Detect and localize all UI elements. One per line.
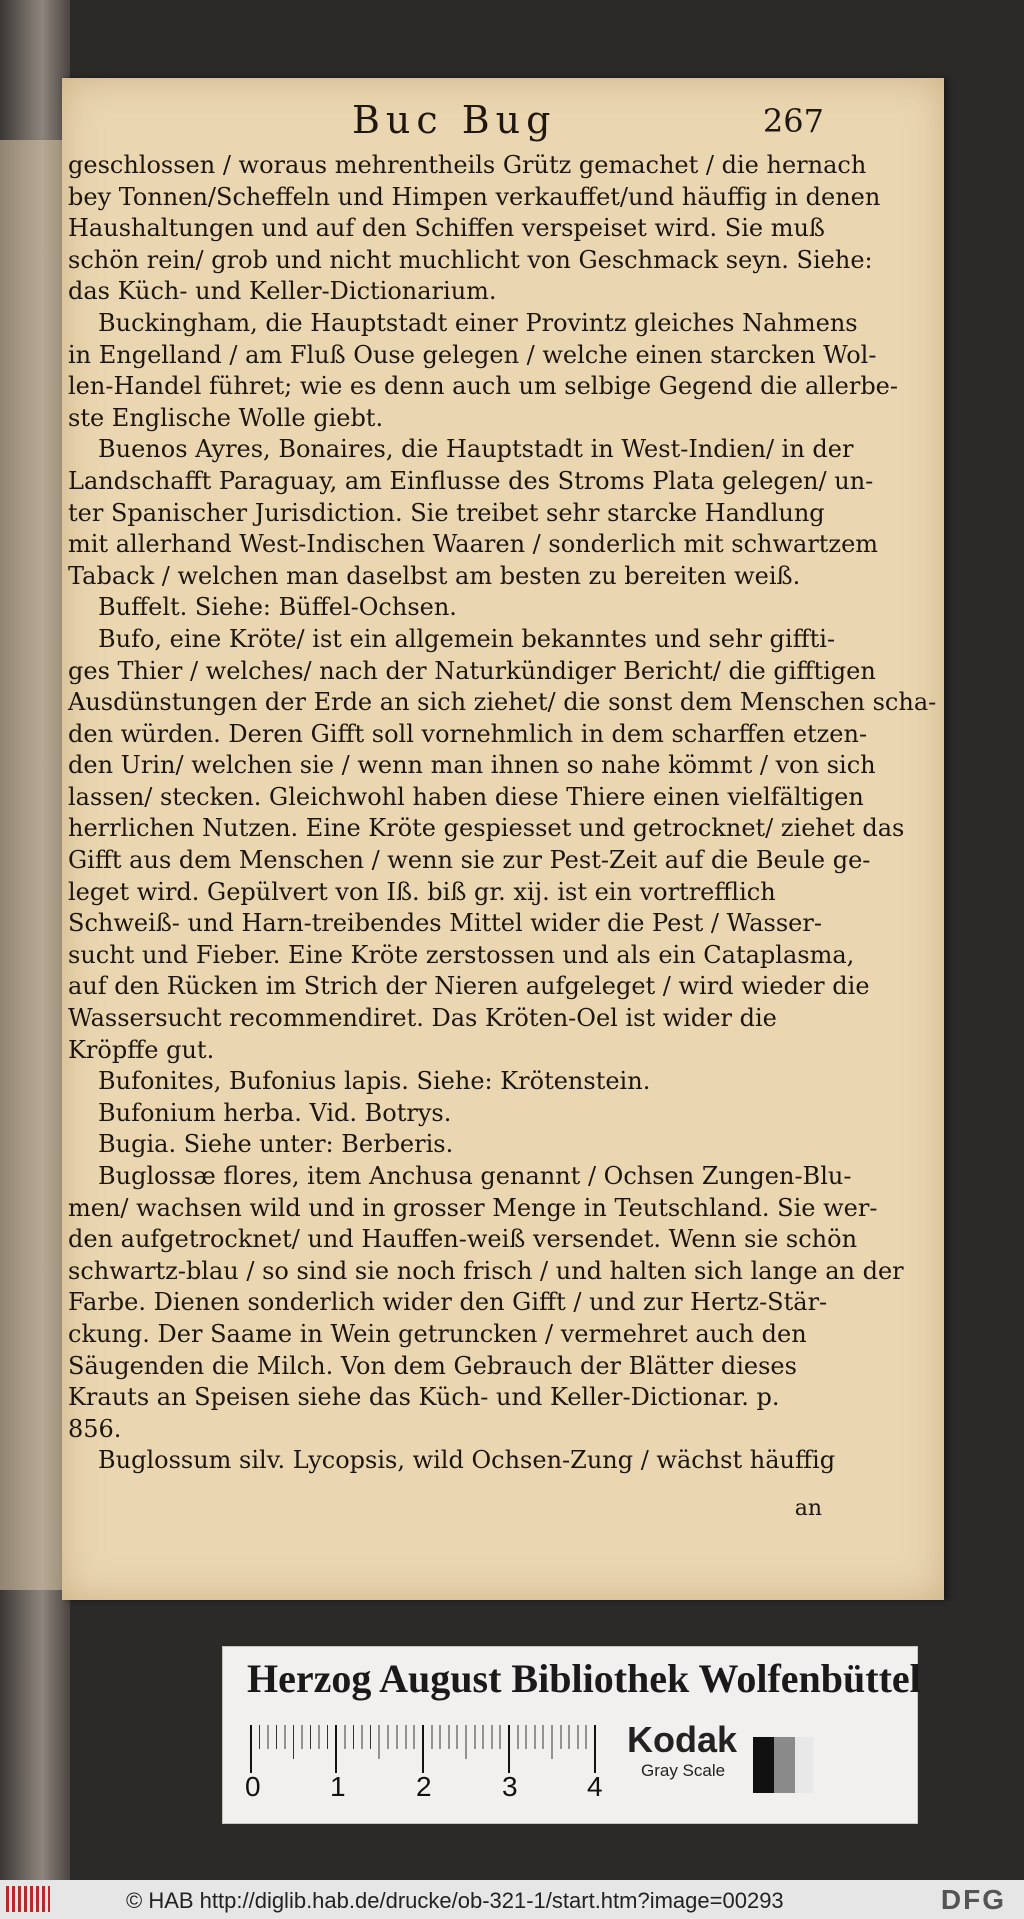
text-line: das Küch- und Keller-Dictionarium.: [68, 277, 497, 306]
dfg-logo: DFG: [940, 1884, 1006, 1915]
text-line: Säugenden die Milch. Von dem Gebrauch der Blätter dieses: [68, 1351, 797, 1380]
text-line: mit allerhand West-Indischen Waaren / sonderlich mit schwartzem: [68, 530, 879, 559]
text-line: auf den Rücken im Strich der Nieren aufgeleget / wird wieder die: [68, 972, 870, 1001]
text-line: ges Thier / welches/ nach der Naturkündiger Bericht/ die gifftigen: [68, 656, 876, 685]
text-line: ter Spanischer Jurisdiction. Sie treibet sehr starcke Handlung: [68, 498, 825, 527]
entry-line: Buckingham, die Hauptstadt einer Provintz gleiches Nahmens: [98, 308, 858, 337]
text-line: Ausdünstungen der Erde an sich ziehet/ die sonst dem Menschen scha-: [68, 688, 937, 717]
entry-line: Bufo, eine Kröte/ ist ein allgemein bekanntes und sehr giffti-: [98, 624, 836, 653]
text-line: Wassersucht recommendiret. Das Kröten-Oel ist wider die: [68, 1004, 777, 1033]
catchword: an: [794, 1496, 822, 1521]
text-line: Landschafft Paraguay, am Einflusse des Stroms Plata gelegen/ un-: [68, 466, 874, 495]
text-line: len-Handel führet; wie es denn auch um selbige Gegend die allerbe-: [68, 372, 898, 401]
text-line: Kröpffe gut.: [68, 1035, 215, 1064]
text-line: in Engelland / am Fluß Ouse gelegen / welche einen starcken Wol-: [68, 340, 877, 369]
gray-scale-label: Gray Scale: [641, 1761, 726, 1780]
text-line: den Urin/ welchen sie / wenn man ihnen so nahe kömmt / von sich: [68, 751, 876, 780]
text-line: Farbe. Dienen sonderlich wider den Gifft / und zur Hertz-Stär-: [68, 1288, 828, 1317]
entry-line: Buenos Ayres, Bonaires, die Hauptstadt in West-Indien/ in der: [98, 435, 854, 464]
library-label-card: [222, 1646, 921, 1824]
text-line: leget wird. Gepülvert von Iß. biß gr. xij. ist ein vortrefflich: [68, 877, 776, 906]
scale-number: 0: [245, 1771, 261, 1802]
entry-line: Bugia. Siehe unter: Berberis.: [98, 1130, 454, 1159]
page-text: [68, 150, 937, 1477]
text-line: lassen/ stecken. Gleichwohl haben diese Thiere einen vielfältigen: [68, 782, 864, 811]
institution-name: Herzog August Bibliothek Wolfenbüttel: [247, 1656, 921, 1701]
text-line: Krauts an Speisen siehe das Küch- und Keller-Dictionar. p.: [68, 1383, 780, 1412]
text-line: men/ wachsen wild und in grosser Menge in Teutschland. Sie wer-: [68, 1193, 878, 1222]
viewer-footer: [0, 1880, 1024, 1919]
text-line: herrlichen Nutzen. Eine Kröte gespiesset und getrocknet/ ziehet das: [68, 814, 905, 843]
entry-line: Bufonites, Bufonius lapis. Siehe: Krötenstein.: [98, 1067, 651, 1096]
page-number: 267: [762, 102, 824, 140]
scale-number: 3: [502, 1771, 518, 1802]
text-line: Taback / welchen man daselbst am besten zu bereiten weiß.: [68, 561, 801, 590]
kodak-logo: Kodak: [627, 1719, 738, 1760]
text-line: 856.: [68, 1414, 122, 1443]
page-header: [62, 98, 944, 148]
text-line: schön rein/ grob und nicht muchlicht von Geschmack seyn. Siehe:: [68, 245, 873, 274]
hab-logo-icon: [6, 1886, 50, 1912]
text-line: ckung. Der Saame in Wein getruncken / vermehret auch den: [68, 1319, 807, 1348]
text-line: ste Englische Wolle giebt.: [68, 403, 384, 432]
ruler-scale: [251, 1721, 601, 1777]
entry-line: Buglossum silv. Lycopsis, wild Ochsen-Zung / wächst häuffig: [98, 1446, 836, 1475]
scale-number: 4: [587, 1771, 603, 1802]
scale-number: 1: [330, 1771, 346, 1802]
copyright-link[interactable]: © HAB http://diglib.hab.de/drucke/ob-321-1/start.htm?image=00293: [126, 1888, 784, 1913]
book-page: [62, 78, 944, 1600]
text-line: Gifft aus dem Menschen / wenn sie zur Pest-Zeit auf die Beule ge-: [68, 846, 871, 875]
text-line: geschlossen / woraus mehrentheils Grütz gemachet / die hernach: [68, 151, 867, 179]
entry-line: Buglossæ flores, item Anchusa genannt / Ochsen Zungen-Blu-: [98, 1162, 852, 1190]
gray-scale-patch: [753, 1737, 813, 1793]
entry-line: Buffelt. Siehe: Büffel-Ochsen.: [98, 593, 457, 622]
text-line: bey Tonnen/Scheffeln und Himpen verkauffet/und häuffig in denen: [68, 182, 881, 211]
text-line: schwartz-blau / so sind sie noch frisch / und halten sich lange an der: [68, 1256, 904, 1285]
entry-line: Bufonium herba. Vid. Botrys.: [98, 1098, 452, 1127]
text-line: Schweiß- und Harn-treibendes Mittel wider die Pest / Wasser-: [68, 909, 822, 938]
running-title: Buc Bug: [352, 98, 557, 142]
scale-number: 2: [416, 1771, 432, 1802]
text-line: den würden. Deren Gifft soll vornehmlich in dem scharffen etzen-: [68, 719, 868, 748]
text-line: sucht und Fieber. Eine Kröte zerstossen und als ein Cataplasma,: [68, 940, 855, 969]
text-line: den aufgetrocknet/ und Hauffen-weiß versendet. Wenn sie schön: [68, 1225, 858, 1254]
text-line: Haushaltungen und auf den Schiffen verspeiset wird. Sie muß: [68, 214, 825, 243]
